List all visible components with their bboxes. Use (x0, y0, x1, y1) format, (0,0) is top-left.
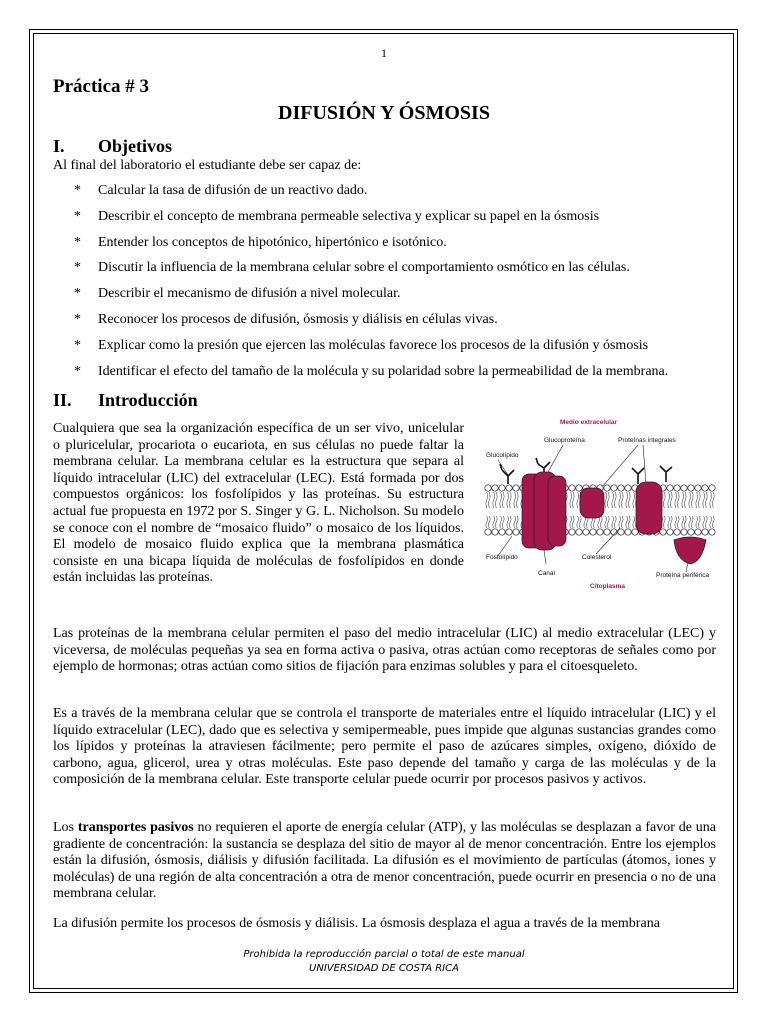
phospholipid-head (604, 485, 610, 491)
integral-protein (636, 482, 662, 534)
phospholipid-head (709, 485, 715, 491)
phospholipid-tail (664, 492, 666, 508)
phospholipid-head (660, 529, 666, 535)
phospholipid-head (590, 529, 596, 535)
list-item-text: Calcular la tasa de difusión de un reactivo dado. (98, 183, 368, 198)
phospholipid-tail (500, 492, 502, 508)
phospholipid-tail (496, 516, 498, 528)
phospholipid-tail (514, 492, 516, 508)
phospholipid-head (702, 485, 708, 491)
footer-university: UNIVERSIDAD DE COSTA RICA (309, 963, 459, 974)
phospholipid-head (702, 529, 708, 535)
phospholipid-head (576, 529, 582, 535)
phospholipid-tail (710, 516, 712, 528)
phospholipid-head (499, 529, 505, 535)
phospholipid-tail (577, 492, 579, 508)
section-title: Introducción (98, 390, 198, 410)
phospholipid-tail (689, 516, 691, 528)
bullet: * (74, 311, 81, 327)
phospholipid-head (695, 529, 701, 535)
phospholipid-tail (629, 516, 631, 528)
phospholipid-head (709, 529, 715, 535)
list-item (53, 309, 723, 335)
phospholipid-head (632, 529, 638, 535)
phospholipid-tail (514, 516, 516, 528)
phospholipid-tail (493, 516, 495, 528)
intro-paragraph: Cualquiera que sea la organización específica de un ser vivo, unicelular o pluricelular, procariota o eucariota, en sus células no puede faltar la membrana celular. La membrana celular es la estructura que separa al líquido intracelular (LIC) del extracelular (LEC). Está formada por dos compuestos orgánicos: los fosfolípidos y las proteínas. Su estructura actual fue propuesta en 1972 por S. Singer y G. L. Nicholson. Su modelo se conoce con el nombre de “mosaico fluido” o mosaico de los líquidos. El modelo de mosaico fluido explica que la membrana plasmática consiste en una bicapa líquida de moléculas de fosfolípidos en donde están incluidas las proteínas. (53, 421, 464, 586)
phospholipid-tail (668, 492, 670, 508)
list-item-text: Identificar el efecto del tamaño de la molécula y su polaridad sobre la permeabilidad de la membrana. (98, 363, 669, 379)
phospholipid-tail (671, 516, 673, 528)
phospholipid-tail (500, 516, 502, 528)
phospholipid-head (492, 529, 498, 535)
phospholipid-tail (517, 492, 519, 508)
phospholipid-head (695, 485, 701, 491)
paragraph-transport: Es a través de la membrana celular que se controla el transporte de materiales entre el líquido intracelular (LIC) y el líquido extracelular (LEC), dado que es selectiva y semipermeable, pues impide que algunas sustancias grandes como los lípidos y proteínas la atraviesen fácilmente; pero permite el paso de azúcares simples, oxígeno, dióxido de carbono, agua, glicerol, urea y otras moléculas. Este paso depende del tamaño y carga de las moléculas y de la composición de la membrana celular. Este transporte celular puede ocurrir por procesos pasivos y activos. (53, 706, 716, 788)
phospholipid-tail (507, 516, 509, 528)
phospholipid-tail (612, 492, 614, 508)
phospholipid-tail (619, 492, 621, 508)
section-number: II. (53, 390, 72, 410)
bullet: * (74, 183, 81, 198)
list-item-text: Explicar como la presión que ejercen las moléculas favorece los procesos de la difusión y ósmosis (98, 337, 649, 353)
phospholipid-head (681, 529, 687, 535)
phospholipid-head (688, 485, 694, 491)
label-citoplasma: Citoplasma (590, 583, 626, 590)
phospholipid-tail (510, 492, 512, 508)
label-colesterol: Colesterol (582, 554, 612, 561)
phospholipid-head (688, 529, 694, 535)
list-item (53, 180, 723, 206)
phospholipid-head (625, 529, 631, 535)
phospholipid-tail (570, 492, 572, 508)
phospholipid-tail (622, 516, 624, 528)
paragraph-rest: no requieren el aporte de energía celular (ATP), y las moléculas se desplazan a favor de una gradiente de concentración: la sustancia se desplaza del sitio de mayor al de menor concentración. Entre los ejemplos están la difusión, ósmosis, diálisis y difusión facilitada. La difusión es el movimiento de partículas (átomos, iones y moléculas) de una región de alta concentración a otra de menor concentración, puede ocurrir en presencia o no de una membrana celular. (53, 820, 716, 902)
phospholipid-tail (496, 492, 498, 508)
phospholipid-tail (605, 492, 607, 508)
phospholipid-tail (678, 516, 680, 528)
phospholipid-tail (622, 492, 624, 508)
phospholipid-head (597, 529, 603, 535)
label-proteinas-integrales: Proteínas integrales (618, 437, 676, 444)
phospholipid-tail (699, 492, 701, 508)
phospholipid-tail (503, 492, 505, 508)
phospholipid-tail (626, 492, 628, 508)
phospholipid-head (667, 529, 673, 535)
phospholipid-tail (675, 516, 677, 528)
phospholipid-tail (685, 516, 687, 528)
phospholipid-tail (493, 492, 495, 508)
cell-membrane-diagram (478, 412, 723, 602)
phospholipid-tail (615, 492, 617, 508)
footer-notice: Prohibida la reproducción parcial o total de este manual (243, 949, 525, 960)
list-item-text: Describir el concepto de membrana permeable selectiva y explicar su papel en la ósmosis (98, 208, 600, 224)
phospholipid-tail (703, 492, 705, 508)
phospholipid-tail (507, 492, 509, 508)
phospholipid-tail (615, 516, 617, 528)
phospholipid-tail (671, 492, 673, 508)
leader-line (498, 460, 508, 475)
phospholipid-tail (573, 492, 575, 508)
paragraph-passive-transport (53, 820, 716, 903)
leader-line (643, 445, 646, 484)
phospholipid-head (674, 485, 680, 491)
phospholipid-tail (699, 516, 701, 528)
list-item (53, 232, 723, 258)
channel-protein (522, 472, 566, 550)
list-item (53, 283, 723, 309)
phospholipid-tail (605, 516, 607, 528)
section-title: Objetivos (98, 136, 172, 156)
label-canal: Canal (538, 570, 555, 577)
phospholipid-tail (685, 492, 687, 508)
bold-term: transportes pasivos (77, 820, 194, 835)
bullet: * (74, 286, 81, 302)
phospholipid-head (604, 529, 610, 535)
list-item (53, 206, 723, 232)
phospholipid-tail (612, 516, 614, 528)
label-proteina-periferica: Proteína periférica (656, 572, 710, 579)
list-item (53, 257, 723, 283)
section-introduction-heading (53, 390, 198, 411)
paragraph-osmosis: La difusión permite los procesos de ósmosis y diálisis. La ósmosis desplaza el agua a través de la membrana (53, 916, 660, 931)
phospholipid-tail (678, 492, 680, 508)
list-item-text: Describir el mecanismo de difusión a nivel molecular. (98, 286, 401, 302)
phospholipid-head (513, 485, 519, 491)
phospholipid-tail (489, 492, 491, 508)
bullet: * (74, 363, 81, 379)
phospholipid-tail (706, 516, 708, 528)
phospholipid-tail (503, 516, 505, 528)
phospholipid-tail (510, 516, 512, 528)
phospholipid-tail (629, 492, 631, 508)
glycolipid-sugar-chain (500, 464, 514, 484)
paragraph-prefix: Los (53, 820, 78, 835)
phospholipid-head (485, 485, 491, 491)
phospholipid-tail (489, 516, 491, 528)
phospholipid-tail (573, 516, 575, 528)
phospholipid-head (611, 485, 617, 491)
bullet: * (74, 337, 81, 353)
phospholipid-tail (682, 492, 684, 508)
objectives-intro: Al final del laboratorio el estudiante debe ser capaz de: (53, 158, 362, 173)
phospholipid-tail (682, 516, 684, 528)
label-fosfolipido: Fosfolípido (486, 554, 518, 561)
phospholipid-tail (696, 492, 698, 508)
phospholipid-tail (692, 516, 694, 528)
page-title: DIFUSIÓN Y ÓSMOSIS (278, 102, 490, 124)
label-medio-extracelular: Medio extracelular (560, 419, 618, 426)
phospholipid-tail (608, 516, 610, 528)
integral-protein (580, 488, 604, 518)
leader-line (498, 536, 512, 556)
phospholipid-head (576, 485, 582, 491)
phospholipid-head (674, 529, 680, 535)
phospholipid-tail (664, 516, 666, 528)
bullet: * (74, 234, 81, 250)
phospholipid-tail (668, 516, 670, 528)
phospholipid-tail (570, 516, 572, 528)
phospholipid-tail (577, 516, 579, 528)
phospholipid-head (667, 485, 673, 491)
phospholipid-tail (633, 492, 635, 508)
section-number: I. (53, 136, 65, 156)
leader-line (544, 550, 546, 564)
phospholipid-tail (486, 516, 488, 528)
practice-label: Práctica # 3 (53, 76, 150, 97)
phospholipid-tail (675, 492, 677, 508)
phospholipid-tail (486, 492, 488, 508)
phospholipid-tail (713, 516, 715, 528)
protein-sugar-chain (632, 466, 672, 484)
phospholipid-head (506, 485, 512, 491)
phospholipid-heads-inner (485, 529, 715, 535)
phospholipid-head (625, 485, 631, 491)
objectives-list (53, 180, 723, 386)
phospholipid-head (492, 485, 498, 491)
list-item (53, 361, 723, 387)
phospholipid-tail (517, 516, 519, 528)
phospholipid-head (513, 529, 519, 535)
bullet: * (74, 260, 81, 276)
phospholipid-head (506, 529, 512, 535)
phospholipid-head (583, 529, 589, 535)
paragraph-proteins: Las proteínas de la membrana celular permiten el paso del medio intracelular (LIC) al medio extracelular (LEC) y viceversa, de moléculas pequeñas ya sea en forma activa o pasiva, otras actúan como receptoras de señales como por ejemplo de hormonas; otras actúan como sitios de fijación para enzimas solubles y para el citoesqueleto. (53, 626, 716, 675)
leader-line (686, 562, 688, 572)
bullet: * (74, 208, 81, 224)
phospholipid-tail (689, 492, 691, 508)
label-glucolipido: Glucolípido (486, 452, 519, 459)
phospholipid-tail (710, 492, 712, 508)
phospholipid-tail (713, 492, 715, 508)
section-objectives-heading (53, 136, 172, 157)
phospholipid-tail (706, 492, 708, 508)
phospholipid-tail (633, 516, 635, 528)
phospholipid-tail (626, 516, 628, 528)
phospholipid-head (618, 485, 624, 491)
list-item-text: Entender los conceptos de hipotónico, hipertónico e isotónico. (98, 234, 447, 250)
phospholipid-head (499, 485, 505, 491)
peripheral-protein (674, 537, 706, 564)
list-item (53, 335, 723, 361)
phospholipid-tail (608, 492, 610, 508)
list-item-text: Reconocer los procesos de difusión, ósmosis y diálisis en células vivas. (98, 311, 498, 327)
phospholipid-head (681, 485, 687, 491)
list-item-text: Discutir la influencia de la membrana celular sobre el comportamiento osmótico en las células. (98, 260, 630, 276)
phospholipid-head (569, 485, 575, 491)
page-number: 1 (381, 46, 387, 60)
phospholipid-head (485, 529, 491, 535)
phospholipid-tail (619, 516, 621, 528)
leader-line (548, 445, 563, 472)
phospholipid-tail (703, 516, 705, 528)
phospholipid-tail (692, 492, 694, 508)
label-glucoproteina: Glucoproteína (544, 437, 585, 444)
phospholipid-tail (696, 516, 698, 528)
phospholipid-head (569, 529, 575, 535)
phospholipid-tail (580, 516, 582, 528)
phospholipid-tail (601, 516, 603, 528)
